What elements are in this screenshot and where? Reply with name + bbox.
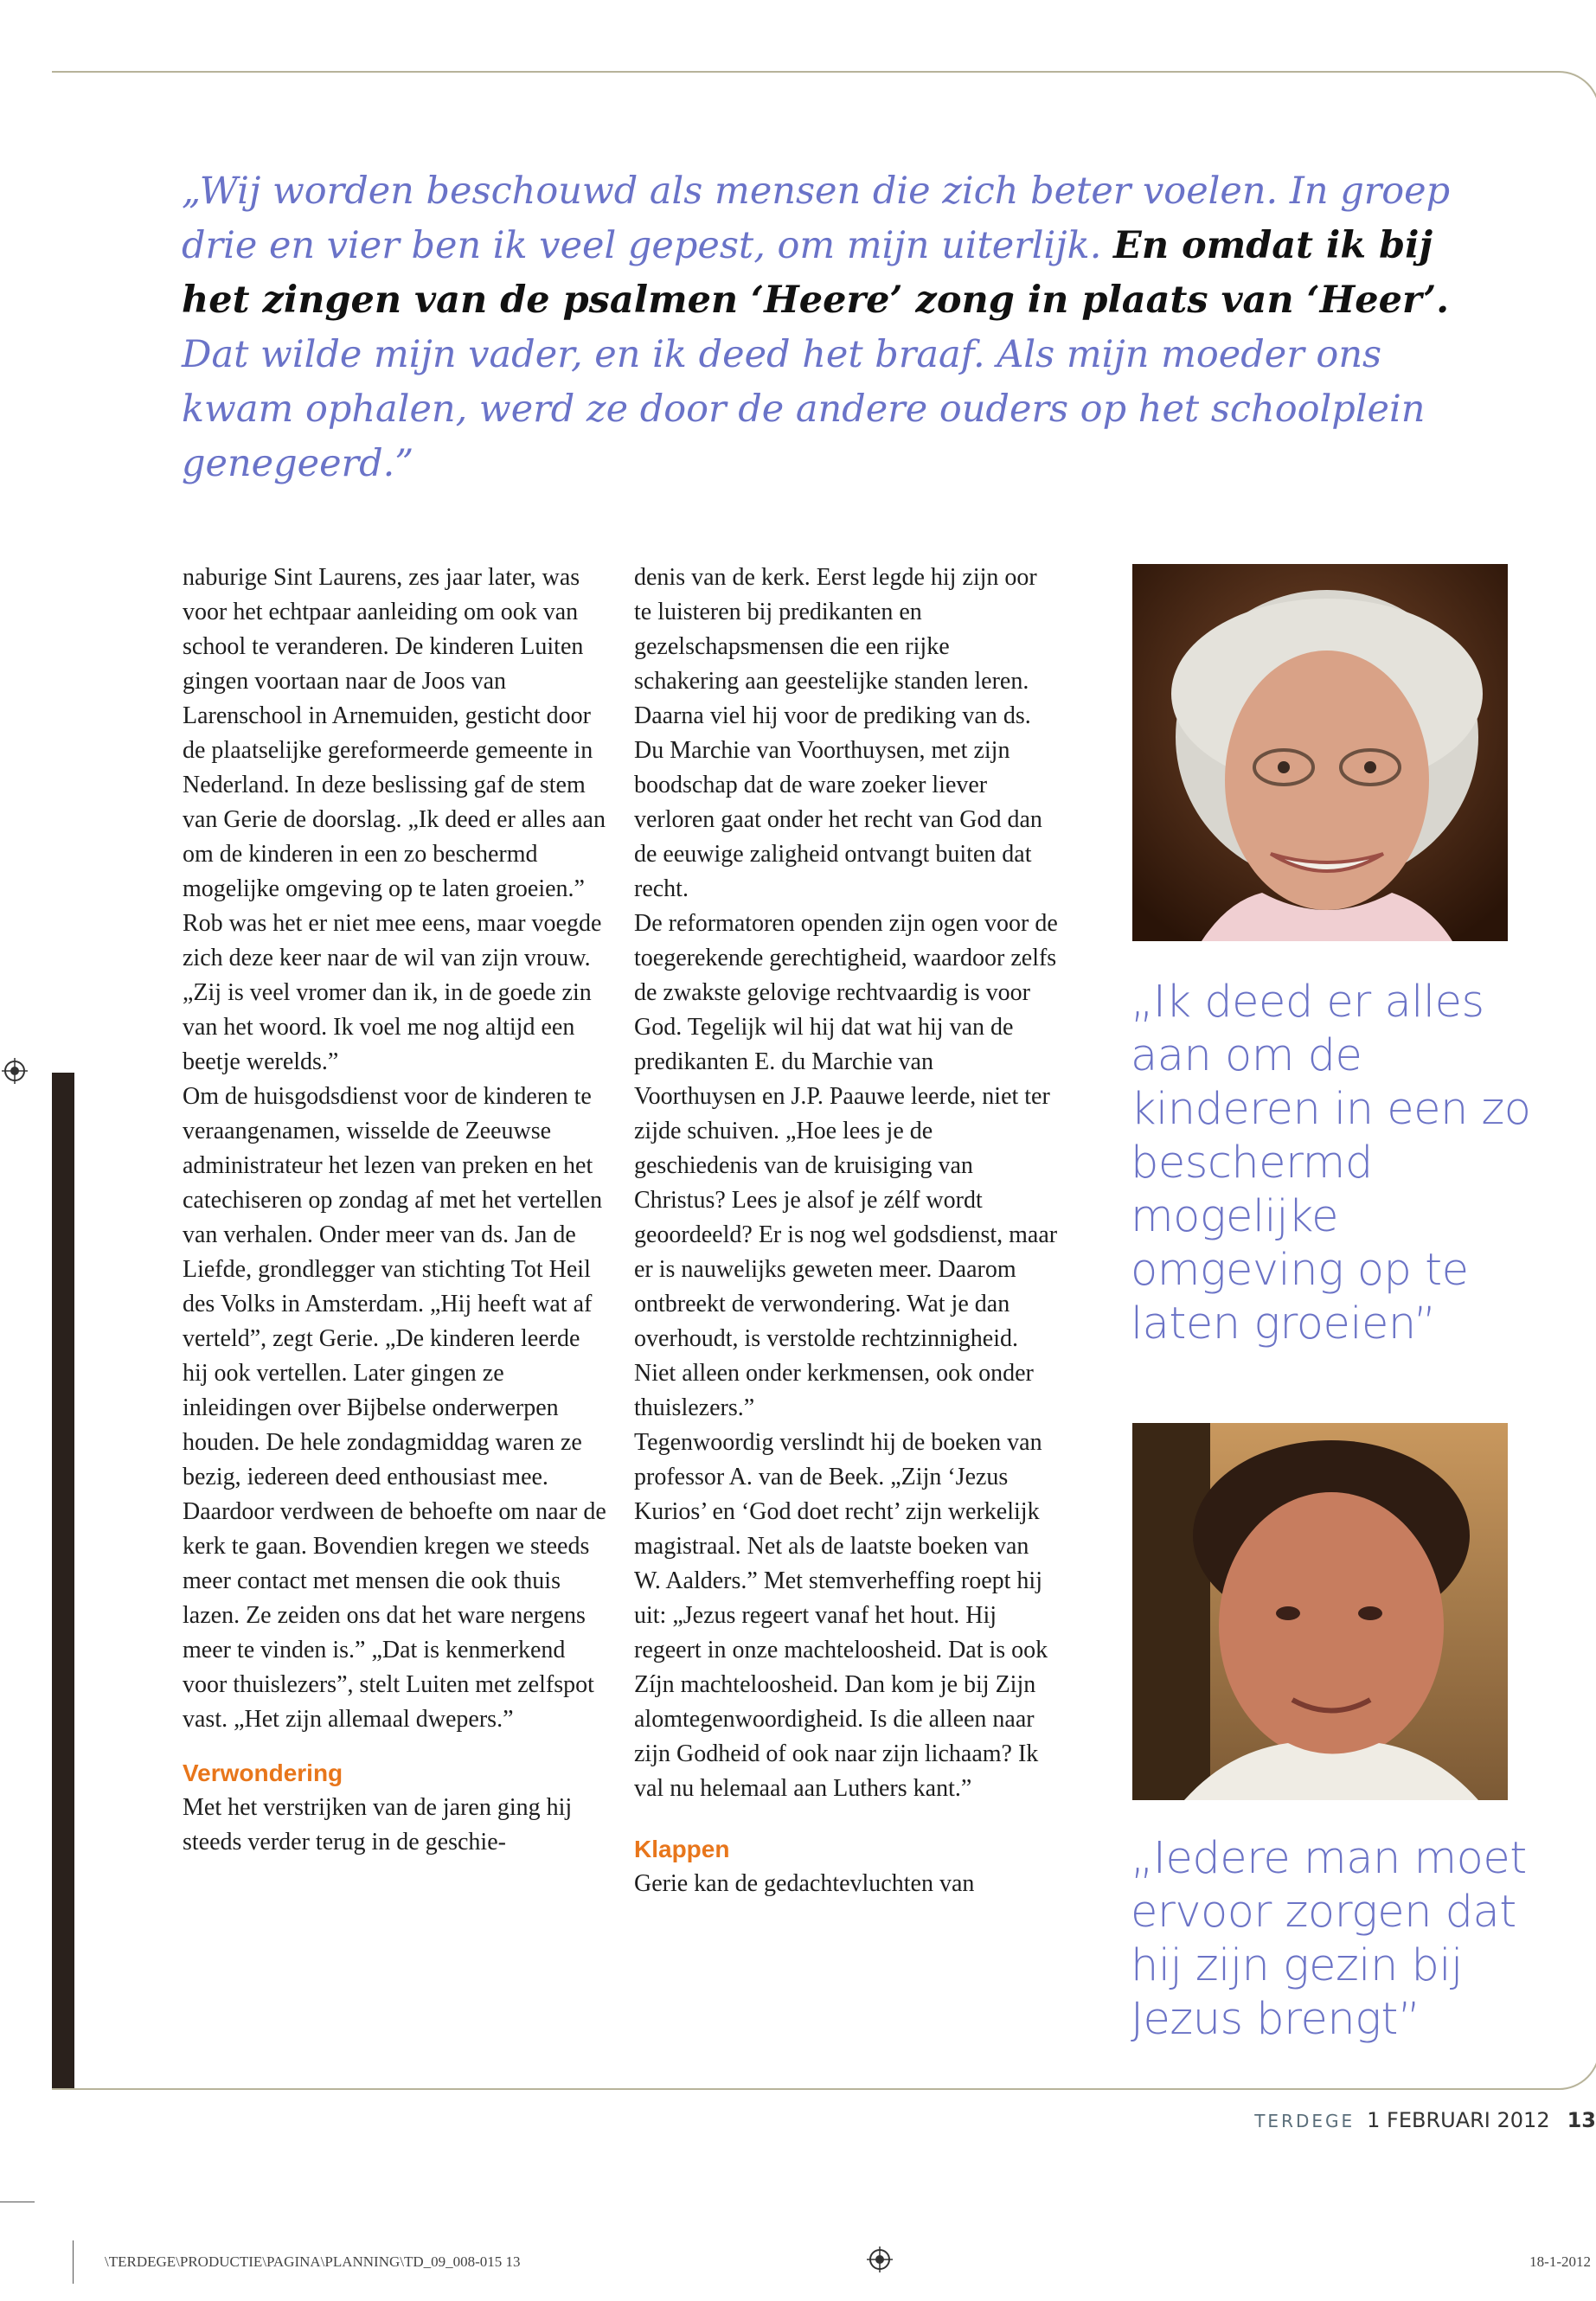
registration-mark-icon [2, 1058, 28, 1084]
portrait-photo-woman [1132, 564, 1508, 941]
subheading-klappen: Klappen [634, 1836, 730, 1862]
subheading-verwondering: Verwondering [183, 1759, 343, 1786]
side-pull-quote-1: „Ik deed er alles aan om de kinderen in een zo beschermd mogelijke omgeving op te laten groeien” [1131, 977, 1531, 1349]
left-photo-bleed [52, 1073, 74, 2089]
print-slug-path: \TERDEGE\PRODUCTIE\PAGINA\PLANNING\TD_09_008-015 13 [105, 2253, 521, 2270]
side-pull-quote-2: „Iedere man moet ervoor zorgen dat hij zijn gezin bij Jezus brengt” [1131, 1833, 1527, 2045]
paragraph: De reformatoren openden zijn ogen voor de toegerekende gerechtigheid, waardoor zelfs de zwakste gelovige rechtvaardig is voor God. Tegelijk wil hij dat wat hij van de predikanten E. du Marchie van Voorthuysen en J.P. Paauwe leerde, niet ter zijde schuiven. „Hoe lees je de geschiedenis van de kruisiging van Christus? Lees je alsof je zélf wordt geoordeeld? Er is nog wel godsdienst, maar er is nauwelijks geweten meer. Daarom ontbreekt de verwondering. Wat je dan overhoudt, is verstolde rechtzinnigheid. Niet alleen onder kerkmensen, ook onder thuislezers.” [634, 910, 1058, 1421]
paragraph: Tegenwoordig verslindt hij de boeken van professor A. van de Beek. „Zijn ‘Jezus Kurios’ en ‘God doet recht’ zijn werkelijk magistraal. Net als de laatste boeken van W. Aalders.” Met stemverheffing roept hij uit: „Jezus regeert vanaf het hout. Hij regeert in onze machteloosheid. Dat is ook Zíjn machteloosheid. Dan kom je bij Zijn alomtegenwoordigheid. Is die alleen naar zijn Godheid of ook naar zijn lichaam? Ik val nu helemaal aan Luthers kant.” [634, 1429, 1048, 1802]
bottom-rule [52, 1990, 1596, 2090]
paragraph: Gerie kan de gedachtevluchten van [634, 1870, 975, 1897]
paragraph: denis van de kerk. Eerst legde hij zijn oor te luisteren bij predikanten en gezelschapsmensen die een rijke schakering aan geestelijke standen leren. Daarna viel hij voor de prediking van ds. Du Marchie van Voorthuysen, met zijn boodschap dat de ware zoeker liever verloren gaat onder het recht van God dan de eeuwige zaligheid ontvangt buiten dat recht. [634, 564, 1042, 902]
issue-date: 1 FEBRUARI 2012 [1367, 2108, 1550, 2132]
body-column-1 [183, 561, 606, 1860]
intro-pull-quote [182, 164, 1505, 491]
paragraph: Met het verstrijken van de jaren ging hij steeds verder terug in de geschie- [183, 1794, 573, 1856]
magazine-brand: TERDEGE [1254, 2111, 1356, 2131]
crop-mark [73, 2240, 74, 2284]
page-number: 13 [1567, 2108, 1596, 2132]
body-column-2 [634, 561, 1058, 1901]
print-slug-date: 18-1-2012 [1529, 2253, 1591, 2270]
intro-quote-bold: En omdat ik bij het zingen van de psalmen ‘Heere’ zong in plaats van ‘Heer’. [182, 224, 1450, 322]
intro-quote-part2: Dat wilde mijn vader, en ik deed het braaf. Als mijn moeder ons kwam ophalen, werd ze door de andere ouders op het schoolplein genegeerd.” [182, 333, 1426, 485]
portrait-photo-man [1132, 1423, 1508, 1800]
page-footer [1254, 2108, 1596, 2132]
registration-mark-icon [867, 2247, 893, 2272]
paragraph: naburige Sint Laurens, zes jaar later, was voor het echtpaar aanleiding om ook van school te veranderen. De kinderen Luiten gingen voortaan naar de Joos van Larenschool in Arnemuiden, gesticht door de plaatselijke gereformeerde gemeente in Nederland. In deze beslissing gaf de stem van Gerie de doorslag. „Ik deed er alles aan om de kinderen in een zo beschermd mogelijke omgeving op te laten groeien.” Rob was het er niet mee eens, maar voegde zich deze keer naar de wil van zijn vrouw. „Zij is veel vromer dan ik, in de goede zin van het woord. Ik voel me nog altijd een beetje werelds.” [183, 564, 606, 1075]
paragraph: Om de huisgodsdienst voor de kinderen te veraangenamen, wisselde de Zeeuwse administrateur het lezen van preken en het catechiseren op zondag af met het vertellen van verhalen. Onder meer van ds. Jan de Liefde, grondlegger van stichting Tot Heil des Volks in Amsterdam. „Hij heeft wat af verteld”, zegt Gerie. „De kinderen leerde hij ook vertellen. Later gingen ze inleidingen over Bijbelse onderwerpen houden. De hele zondagmiddag waren ze bezig, iedereen deed enthousiast mee. Daardoor verdween de behoefte om naar de kerk te gaan. Bovendien kregen we steeds meer contact met mensen die ook thuis lazen. Ze zeiden ons dat het ware nergens meer te vinden is.” „Dat is kenmerkend voor thuislezers”, stelt Luiten met zelfspot vast. „Het zijn allemaal dwepers.” [183, 1083, 606, 1733]
intro-quote-part1: „Wij worden beschouwd als mensen die zich beter voelen. In groep drie en vier ben ik veel gepest, om mijn uiterlijk. [182, 170, 1451, 267]
top-rule [52, 71, 1596, 175]
